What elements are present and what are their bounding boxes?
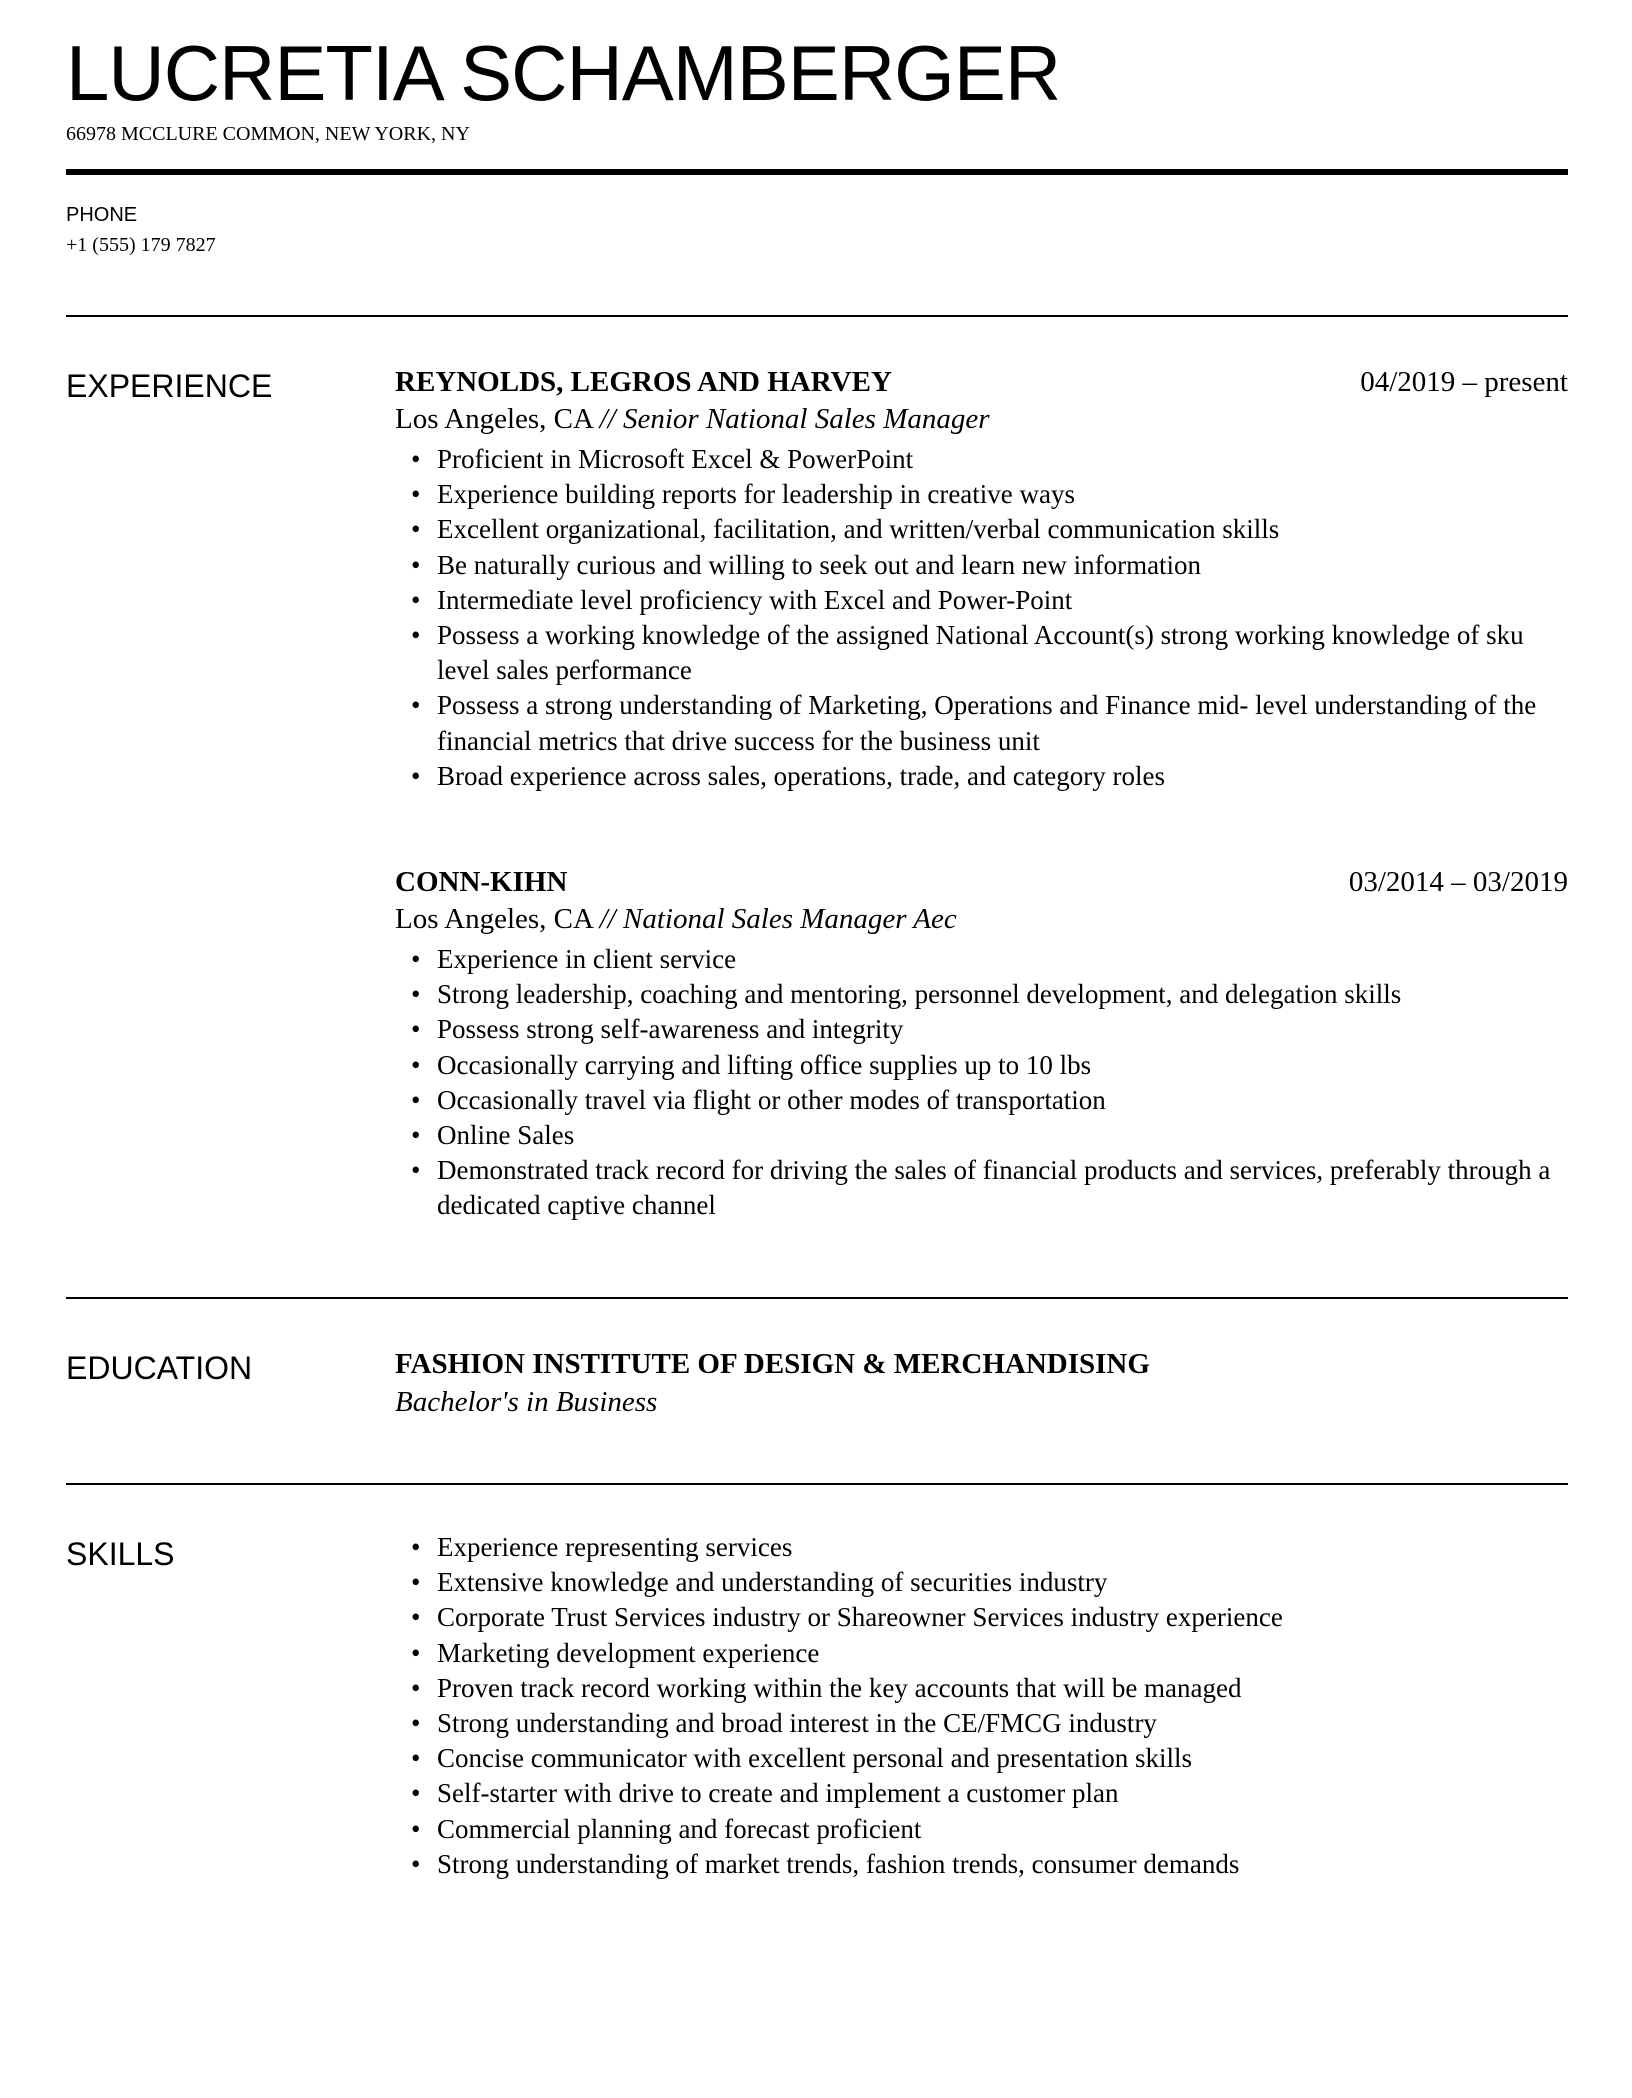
job-dates: 04/2019 – present xyxy=(1360,366,1568,398)
skills-entry xyxy=(395,1530,1568,1882)
list-item: • Occasionally travel via flight or other modes of transportation xyxy=(395,1083,1568,1118)
list-item: • Experience building reports for leadership in creative ways xyxy=(395,477,1568,512)
education-heading: EDUCATION xyxy=(66,1350,253,1386)
phone-label: PHONE xyxy=(66,204,138,226)
job-subline xyxy=(395,900,1568,938)
list-item: • Possess a strong understanding of Marketing, Operations and Finance mid- level understanding of the financial metrics that drive success for the business unit xyxy=(395,688,1568,758)
experience-divider xyxy=(66,1297,1568,1299)
list-item: • Strong leadership, coaching and mentoring, personnel development, and delegation skills xyxy=(395,977,1568,1012)
list-item: • Broad experience across sales, operations, trade, and category roles xyxy=(395,759,1568,794)
candidate-address: 66978 MCCLURE COMMON, NEW YORK, NY xyxy=(66,123,470,145)
education-school: FASHION INSTITUTE OF DESIGN & MERCHANDISING xyxy=(395,1348,1150,1380)
job-header xyxy=(395,364,1568,400)
education-entry xyxy=(395,1346,1568,1422)
list-item: • Strong understanding of market trends, fashion trends, consumer demands xyxy=(395,1847,1568,1882)
job-entry xyxy=(395,364,1568,794)
list-item: • Proven track record working within the key accounts that will be managed xyxy=(395,1671,1568,1706)
skills-list xyxy=(395,1530,1568,1882)
list-item: • Occasionally carrying and lifting office supplies up to 10 lbs xyxy=(395,1048,1568,1083)
phone-value: +1 (555) 179 7827 xyxy=(66,234,216,256)
list-item: • Be naturally curious and willing to seek out and learn new information xyxy=(395,548,1568,583)
list-item: • Strong understanding and broad interest in the CE/FMCG industry xyxy=(395,1706,1568,1741)
contact-divider xyxy=(66,315,1568,317)
list-item: • Commercial planning and forecast proficient xyxy=(395,1812,1568,1847)
job-title: National Sales Manager Aec xyxy=(623,903,957,935)
job-header xyxy=(395,864,1568,900)
job-location: Los Angeles, CA xyxy=(395,403,593,435)
list-item: • Self-starter with drive to create and implement a customer plan xyxy=(395,1776,1568,1811)
list-item: • Concise communicator with excellent personal and presentation skills xyxy=(395,1741,1568,1776)
job-company: CONN-KIHN xyxy=(395,866,568,898)
list-item: • Possess a working knowledge of the assigned National Account(s) strong working knowledge of sku level sales performance xyxy=(395,618,1568,688)
list-item: • Marketing development experience xyxy=(395,1636,1568,1671)
list-item: • Demonstrated track record for driving the sales of financial products and services, preferably through a dedicated captive channel xyxy=(395,1153,1568,1223)
list-item: • Corporate Trust Services industry or Shareowner Services industry experience xyxy=(395,1600,1568,1635)
job-location: Los Angeles, CA xyxy=(395,903,593,935)
list-item: • Proficient in Microsoft Excel & PowerPoint xyxy=(395,442,1568,477)
job-separator: // xyxy=(599,903,616,935)
experience-heading: EXPERIENCE xyxy=(66,368,273,404)
job-entry xyxy=(395,864,1568,1224)
list-item: • Possess strong self-awareness and integrity xyxy=(395,1012,1568,1047)
list-item: • Online Sales xyxy=(395,1118,1568,1153)
job-title: Senior National Sales Manager xyxy=(623,403,990,435)
job-separator: // xyxy=(599,403,616,435)
job-company: REYNOLDS, LEGROS AND HARVEY xyxy=(395,366,892,398)
skills-heading: SKILLS xyxy=(66,1536,175,1572)
job-subline xyxy=(395,400,1568,438)
list-item: • Experience representing services xyxy=(395,1530,1568,1565)
list-item: • Excellent organizational, facilitation, and written/verbal communication skills xyxy=(395,512,1568,547)
job-dates: 03/2014 – 03/2019 xyxy=(1348,866,1568,898)
list-item: • Intermediate level proficiency with Excel and Power-Point xyxy=(395,583,1568,618)
list-item: • Extensive knowledge and understanding of securities industry xyxy=(395,1565,1568,1600)
education-degree: Bachelor's in Business xyxy=(395,1386,658,1418)
job-bullets xyxy=(395,942,1568,1224)
header-divider xyxy=(66,169,1568,175)
education-divider xyxy=(66,1483,1568,1485)
list-item: • Experience in client service xyxy=(395,942,1568,977)
job-bullets xyxy=(395,442,1568,794)
candidate-name: LUCRETIA SCHAMBERGER xyxy=(66,29,1061,117)
